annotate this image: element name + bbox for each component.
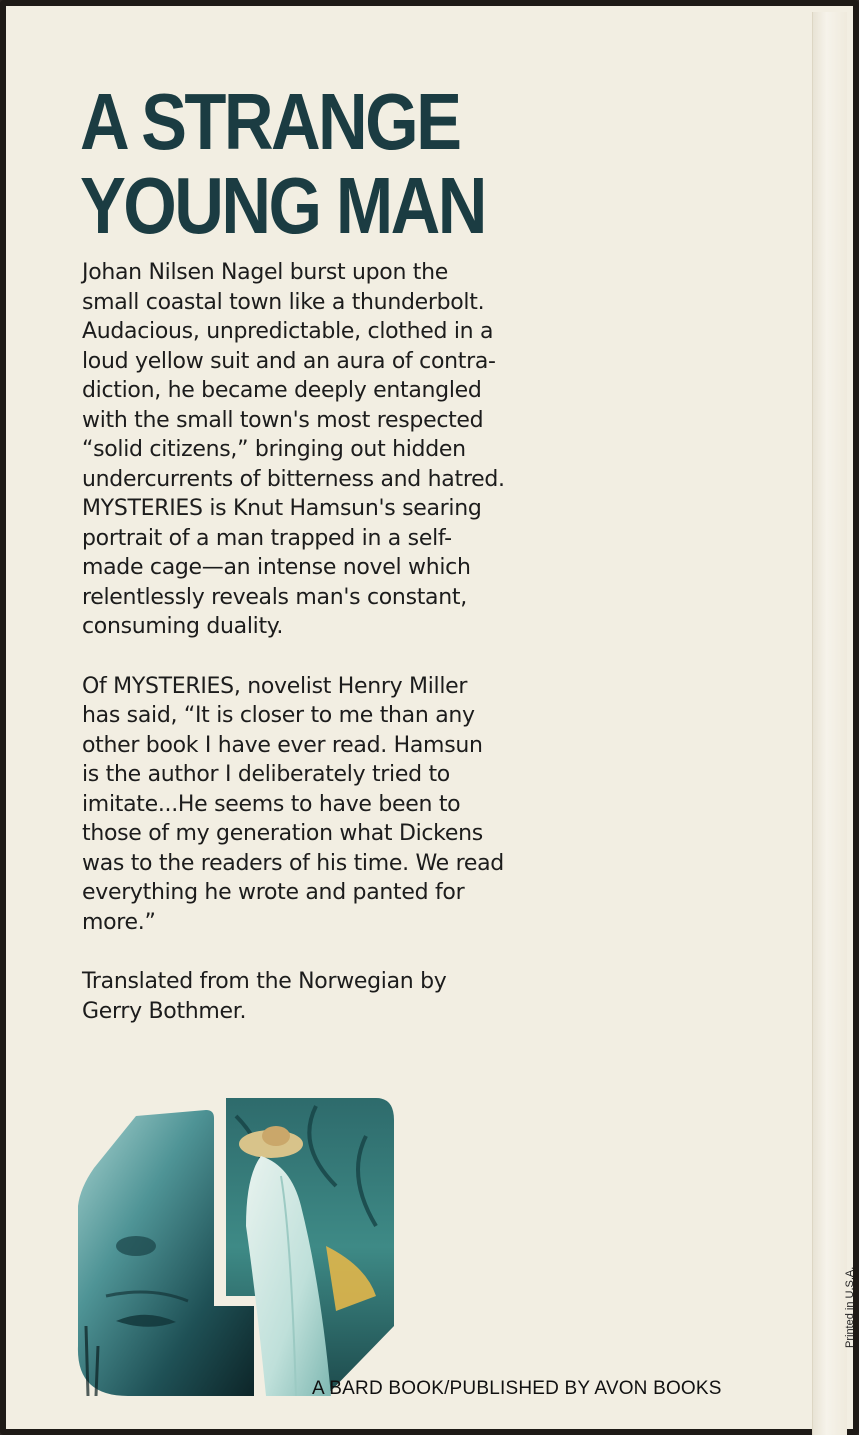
blurb-paragraph-quote: Of MYSTERIES, novelist Henry Miller has said, “It is closer to me than any other book I have ever read. Hamsun is the author I deliberately tried to imitate...He seems to have been to those of my generation what Dickens was to the readers of his time. We read everything he wrote and panted for more.” — [82, 673, 504, 935]
cover-title — [80, 77, 485, 250]
printed-in-label: Printed in U.S.A. — [844, 1266, 856, 1348]
blurb-paragraph-translator: Translated from the Norwegian by Gerry Bothmer. — [82, 969, 447, 1024]
blurb-paragraph-synopsis: Johan Nilsen Nagel burst upon the small coastal town like a thunderbolt. Audacious, unpredictable, clothed in a loud yellow suit and an aura of contra- diction, he became deeply entangled with the small town's most respected “solid citizens,” bringing out hidden undercurrents of bitterness and hatred. MYSTERIES is Knut Hamsun's searing portrait of a man trapped in a self- made cage—an intense novel which relentlessly reveals man's constant, consuming duality. — [82, 260, 505, 639]
title-line-2: YOUNG MAN — [80, 161, 485, 250]
title-line-1: A STRANGE — [80, 77, 460, 166]
publisher-imprint: A BARD BOOK/PUBLISHED BY AVON BOOKS — [312, 1378, 722, 1399]
cover-illustration — [76, 1096, 396, 1406]
spine-edge — [812, 12, 847, 1435]
blurb — [82, 258, 562, 1026]
